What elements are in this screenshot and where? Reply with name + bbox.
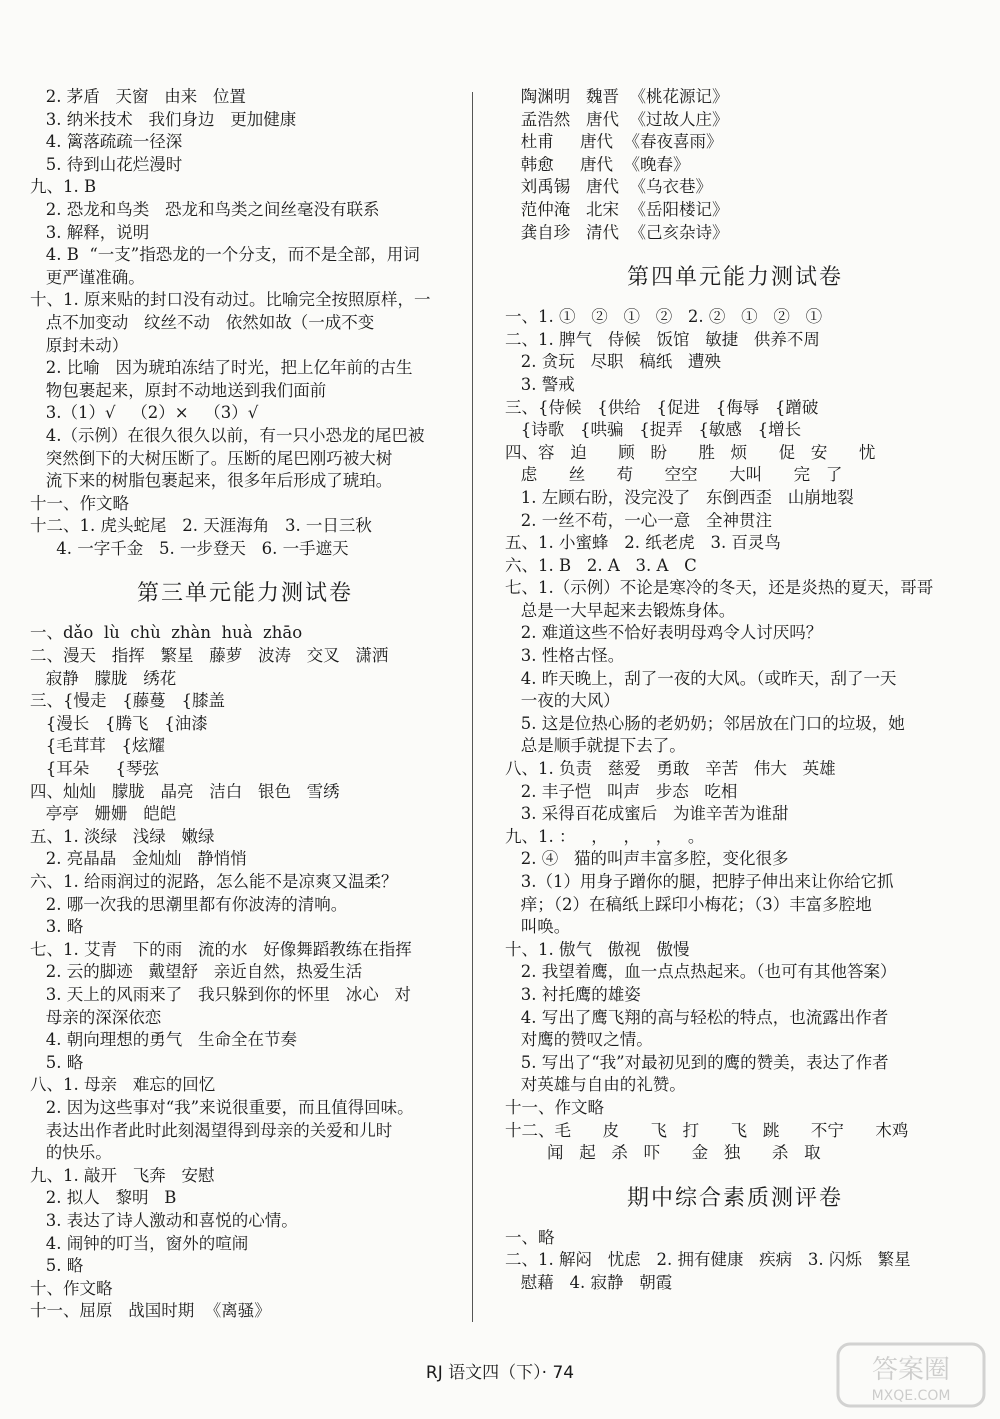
- unit3-answer-line: 5. 略: [30, 1256, 84, 1276]
- unit4-answer-line: 一、1. ① ② ① ② 2. ② ① ② ①: [505, 307, 823, 327]
- unit4-answer-line: 3. 衬托鹰的雄姿: [505, 984, 641, 1004]
- answer-line: 更严谨准确。: [30, 267, 145, 287]
- svg-text:MXQE.COM: MXQE.COM: [871, 1388, 951, 1404]
- unit3-answer-line: 八、1. 母亲 难忘的回忆: [30, 1075, 216, 1095]
- unit4-answer-line: 总是顺手就提下去了。: [505, 736, 686, 756]
- answer-line: 点不加变动 纹丝不动 依然如故（一成不变: [30, 312, 375, 332]
- unit4-answer-line: 痒；（2）在稿纸上踩印小梅花；（3）丰富多腔地: [505, 894, 872, 914]
- right-column: [505, 86, 965, 1295]
- answer-line: 九、1. B: [30, 177, 97, 197]
- answer-line: 十二、1. 虎头蛇尾 2. 天涯海角 3. 一日三秋: [30, 516, 372, 536]
- poet-line: 杜甫 唐代 《春夜喜雨》: [505, 132, 723, 152]
- poet-line: 刘禹锡 唐代 《乌衣巷》: [505, 177, 712, 197]
- section-title-unit4: 第四单元能力测试卷: [626, 265, 843, 291]
- unit3-answer-line: 表达出作者此时此刻渴望得到母亲的关爱和儿时: [30, 1120, 393, 1140]
- unit4-answer-line: 六、1. B 2. A 3. A C: [505, 555, 697, 575]
- unit3-answer-line: 3. 天上的风雨来了 我只躲到你的怀里 冰心 对: [30, 984, 411, 1004]
- unit3-answer-line: {漫长 {腾飞 {油漆: [30, 713, 208, 733]
- unit4-answer-line: 三、{侍候 {供给 {促进 {侮辱 {蹭破: [505, 397, 819, 417]
- svg-text:答案圈: 答案圈: [871, 1355, 951, 1385]
- unit4-answer-line: 总是一大早起来去锻炼身体。: [505, 600, 736, 620]
- unit3-answer-line: 4. 朝向理想的勇气 生命全在节奏: [30, 1030, 297, 1050]
- unit3-answer-line: 5. 略: [30, 1052, 84, 1072]
- answer-line: 3. 解释，说明: [30, 222, 150, 242]
- answer-line: 2. 比喻 因为琥珀冻结了时光，把上亿年前的古生: [30, 358, 413, 378]
- unit4-answer-line: 2. 难道这些不恰好表明母鸡令人讨厌吗？: [505, 623, 823, 643]
- unit3-answer-line: {毛茸茸 {炫耀: [30, 736, 165, 756]
- unit4-answer-line: 十、1. 傲气 傲视 傲慢: [505, 939, 690, 959]
- unit3-answer-line: 的快乐。: [30, 1143, 112, 1163]
- answer-line: 4. 篱落疏疏一径深: [30, 132, 183, 152]
- unit4-answer-line: 四、容 迫 顾 盼 胜 烦 促 安 忧: [505, 442, 876, 462]
- unit4-answer-line: 对英雄与自由的礼赞。: [505, 1075, 686, 1095]
- answer-line: 3. 纳米技术 我们身边 更加健康: [30, 109, 297, 129]
- midterm-answer-line: 一、略: [505, 1227, 555, 1247]
- unit4-answer-line: 二、1. 脾气 侍候 饭馆 敏捷 供养不周: [505, 329, 820, 349]
- page-footer: RJ 语文四（下）· 74: [425, 1363, 575, 1383]
- right-answer-lines: [505, 86, 965, 244]
- unit4-answer-line: 五、1. 小蜜蜂 2. 纸老虎 3. 百灵鸟: [505, 533, 781, 553]
- poet-line: 韩愈 唐代 《晚春》: [505, 154, 690, 174]
- unit3-answer-line: 4. 闹钟的叮当，窗外的喧闹: [30, 1233, 249, 1253]
- unit3-answer-line: 寂静 朦胧 绣花: [30, 668, 177, 688]
- section-title-midterm: 期中综合素质测评卷: [626, 1185, 843, 1211]
- unit4-answer-line: 2. 我望着鹰，血一点点热起来。（也可有其他答案）: [505, 962, 897, 982]
- unit3-answer-line: 十、作文略: [30, 1278, 113, 1298]
- unit4-answer-line: 2. 丰子恺 叫声 步态 吃相: [505, 781, 738, 801]
- unit3-answer-line: 3. 表达了诗人激动和喜悦的心情。: [30, 1210, 298, 1230]
- unit4-answer-line: 八、1. 负责 慈爱 勇敢 辛苦 伟大 英雄: [505, 759, 836, 779]
- unit4-answer-line: 3. 采得百花成蜜后 为谁辛苦为谁甜: [505, 804, 789, 824]
- unit3-answer-line: {耳朵 {琴弦: [30, 759, 159, 779]
- answer-line: 3.（1）√ （2）× （3）√: [30, 403, 259, 423]
- poet-line: 孟浩然 唐代 《过故人庄》: [505, 109, 729, 129]
- unit3-answer-line: 九、1. 敲开 飞奔 安慰: [30, 1165, 215, 1185]
- answer-line: 突然倒下的大树压断了。压断的尾巴刚巧被大树: [30, 448, 393, 468]
- unit3-answer-lines: [30, 622, 460, 1322]
- unit4-answer-line: 3. 性格古怪。: [505, 646, 625, 666]
- answer-line: 2. 恐龙和鸟类 恐龙和鸟类之间丝毫没有联系: [30, 199, 380, 219]
- answer-line: 5. 待到山花烂漫时: [30, 154, 183, 174]
- answer-line: 十、1. 原来贴的封口没有动过。比喻完全按照原样，一: [30, 290, 431, 310]
- poet-line: 龚自珍 清代 《己亥杂诗》: [505, 222, 729, 242]
- unit4-answer-line: 5. 这是位热心肠的老奶奶；邻居放在门口的垃圾，她: [505, 713, 905, 733]
- unit4-answer-line: 2. 一丝不苟，一心一意 全神贯注: [505, 510, 772, 530]
- answer-line: 4. B “一支”指恐龙的一个分支，而不是全部，用词: [30, 245, 420, 265]
- unit4-answer-line: 3.（1）用身子蹭你的腿，把脖子伸出来让你给它抓: [505, 872, 894, 891]
- unit4-answer-line: 七、1.（示例）不论是寒冷的冬天，还是炎热的夏天，哥哥: [505, 578, 934, 598]
- answer-line: 流下来的树脂包裹起来，很多年后形成了琥珀。: [30, 471, 393, 491]
- unit4-answer-line: 对鹰的赞叹之情。: [505, 1030, 653, 1050]
- left-answer-lines: [30, 86, 460, 560]
- answer-line: 十一、作文略: [30, 493, 129, 513]
- left-column: [30, 86, 460, 1323]
- answer-line: 4. 一字千金 5. 一步登天 6. 一手遮天: [30, 538, 349, 558]
- unit4-answer-line: 2. ④ 猫的叫声丰富多腔，变化很多: [505, 849, 789, 869]
- unit3-answer-line: 五、1. 淡绿 浅绿 嫩绿: [30, 826, 215, 846]
- answer-line: 4.（示例）在很久很久以前，有一只小恐龙的尾巴被: [30, 425, 425, 445]
- watermark-logo: [836, 1342, 986, 1408]
- unit4-answer-line: 一夜的大风）: [505, 691, 620, 711]
- unit4-answer-line: 十一、作文略: [505, 1097, 604, 1117]
- midterm-answer-line: 慰藉 4. 寂静 朝霞: [505, 1272, 673, 1292]
- unit3-answer-line: 十一、屈原 战国时期 《离骚》: [30, 1301, 271, 1321]
- answer-line: 原封未动）: [30, 335, 129, 355]
- unit4-answer-line: 4. 写出了鹰飞翔的高与轻松的特点，也流露出作者: [505, 1007, 889, 1027]
- unit4-answer-line: 4. 昨天晚上，刮了一夜的大风。（或昨天，刮了一天: [505, 668, 897, 688]
- midterm-answer-line: 二、1. 解闷 忧虑 2. 拥有健康 疾病 3. 闪烁 繁星: [505, 1250, 911, 1270]
- column-divider: [472, 92, 473, 1322]
- unit3-answer-line: 2. 云的脚迹 戴望舒 亲近自然，热爱生活: [30, 962, 363, 982]
- poet-line: 范仲淹 北宋 《岳阳楼记》: [505, 199, 729, 219]
- unit3-answer-line: 母亲的深深依恋: [30, 1007, 162, 1027]
- unit3-answer-line: 四、灿灿 朦胧 晶亮 洁白 银色 雪绣: [30, 781, 340, 801]
- unit4-answer-line: 1. 左顾右盼，没完没了 东倒西歪 山崩地裂: [505, 487, 854, 507]
- unit4-answer-lines: [505, 306, 965, 1165]
- unit3-answer-line: 七、1. 艾青 下的雨 流的水 好像舞蹈教练在指挥: [30, 939, 412, 959]
- unit4-answer-line: 叫唤。: [505, 917, 571, 937]
- unit3-answer-line: 3. 略: [30, 917, 84, 937]
- midterm-answer-lines: [505, 1227, 965, 1295]
- unit4-answer-line: 5. 写出了“我”对最初见到的鹰的赞美，表达了作者: [505, 1052, 889, 1072]
- unit4-answer-line: 闻 起 杀 吓 金 独 杀 取: [505, 1143, 821, 1163]
- unit3-answer-line: 2. 哪一次我的思潮里都有你波涛的清响。: [30, 894, 348, 914]
- unit3-answer-line: 亭亭 姗姗 皑皑: [30, 804, 177, 824]
- unit4-answer-line: 虑 丝 苟 空空 大叫 完 了: [505, 465, 843, 485]
- unit4-answer-line: 九、1. ： ， ， ， 。: [505, 826, 705, 846]
- unit4-answer-line: {诗歌 {哄骗 {捉弄 {敏感 {增长: [505, 420, 802, 440]
- unit3-answer-line: 2. 因为这些事对“我”来说很重要，而且值得回味。: [30, 1097, 414, 1117]
- unit4-answer-line: 十二、毛 皮 飞 打 飞 跳 不宁 木鸡: [505, 1120, 909, 1140]
- unit4-answer-line: 3. 警戒: [505, 374, 575, 394]
- unit3-answer-line: 二、漫天 指挥 繁星 藤萝 波涛 交叉 潇洒: [30, 646, 389, 666]
- unit3-answer-line: 2. 亮晶晶 金灿灿 静悄悄: [30, 849, 247, 869]
- unit4-answer-line: 2. 贪玩 尽职 稿纸 遭殃: [505, 352, 721, 372]
- unit3-answer-line: 三、{慢走 {藤蔓 {膝盖: [30, 691, 225, 711]
- section-title-unit3: 第三单元能力测试卷: [136, 581, 353, 607]
- unit3-answer-line: 六、1. 给雨润过的泥路，怎么能不是凉爽又温柔？: [30, 872, 398, 891]
- answer-line: 物包裹起来，原封不动地送到我们面前: [30, 380, 327, 400]
- answer-line: 2. 茅盾 天窗 由来 位置: [30, 87, 246, 106]
- poet-line: 陶渊明 魏晋 《桃花源记》: [505, 87, 729, 106]
- unit3-answer-line: 一、dǎo lù chù zhàn huà zhāo: [30, 623, 303, 643]
- unit3-answer-line: 2. 拟人 黎明 B: [30, 1188, 177, 1208]
